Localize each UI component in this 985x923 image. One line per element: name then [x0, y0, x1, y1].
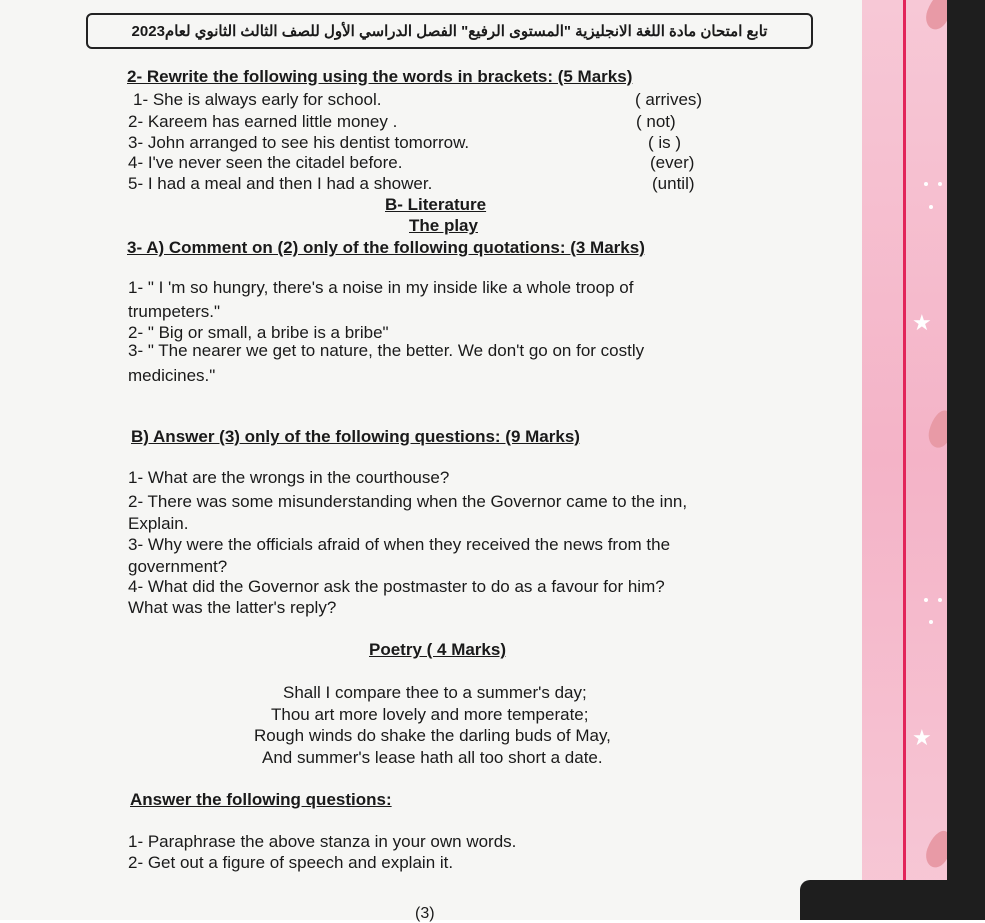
star-icon: ★	[912, 310, 932, 335]
poetry-question: 1- Paraphrase the above stanza in your own words.	[128, 832, 517, 851]
question-line: 1- What are the wrongs in the courthouse?	[128, 468, 450, 487]
rewrite-word-5: (until)	[652, 174, 695, 193]
section3b-title: B) Answer (3) only of the following questions: (9 Marks)	[131, 427, 580, 446]
rewrite-word-3: ( is )	[648, 133, 682, 152]
rewrite-sentence-3: 3- John arranged to see his dentist tomorrow.	[128, 133, 470, 152]
question-line: government?	[128, 557, 228, 576]
rewrite-word-2: ( not)	[636, 112, 676, 131]
red-border-line	[903, 0, 906, 920]
question-line: Explain.	[128, 514, 189, 533]
rewrite-word-1: ( arrives)	[635, 90, 703, 109]
rewrite-sentence-2: 2- Kareem has earned little money .	[128, 112, 398, 131]
quotation-line: 2- " Big or small, a bribe is a bribe"	[128, 323, 389, 342]
question-line: 3- Why were the officials afraid of when they received the news from the	[128, 535, 671, 554]
poetry-question: 2- Get out a figure of speech and explain it.	[128, 853, 454, 872]
play-title: The play	[409, 216, 478, 235]
rewrite-word-4: (ever)	[650, 153, 695, 172]
rewrite-sentence-4: 4- I've never seen the citadel before.	[128, 153, 403, 172]
rewrite-sentence-5: 5- I had a meal and then I had a shower.	[128, 174, 433, 193]
question-line: 4- What did the Governor ask the postmaster to do as a favour for him?	[128, 577, 665, 596]
literature-title: B- Literature	[385, 195, 487, 214]
rewrite-sentence-1: 1- She is always early for school.	[133, 90, 382, 109]
quotation-line: medicines."	[128, 366, 216, 385]
poetry-title: Poetry ( 4 Marks)	[369, 640, 506, 659]
exam-header	[86, 13, 813, 49]
exam-header-text: تابع امتحان مادة اللغة الانجليزية "المستوى الرفيع" الفصل الدراسي الأول للصف الثالث الثانوي لعام2023	[131, 23, 768, 40]
quotation-line: 1- " I 'm so hungry, there's a noise in my inside like a whole troop of	[128, 278, 634, 297]
quotation-line: 3- " The nearer we get to nature, the better. We don't go on for costly	[128, 341, 645, 360]
poetry-questions-title: Answer the following questions:	[130, 790, 392, 809]
star-icon: ★	[912, 725, 932, 750]
stanza-line: And summer's lease hath all too short a date.	[262, 748, 603, 767]
dark-overlay-corner	[800, 880, 985, 920]
page-number: (3)	[415, 905, 435, 922]
question-line: 2- There was some misunderstanding when the Governor came to the inn,	[128, 492, 688, 511]
stanza-line: Rough winds do shake the darling buds of May,	[254, 726, 611, 745]
stanza-line: Thou art more lovely and more temperate;	[271, 705, 589, 724]
stanza-line: Shall I compare thee to a summer's day;	[283, 683, 587, 702]
section2-title: 2- Rewrite the following using the words in brackets: (5 Marks)	[127, 67, 633, 86]
question-line: What was the latter's reply?	[128, 598, 337, 617]
scrollbar-track[interactable]	[947, 0, 985, 920]
section3a-title: 3- A) Comment on (2) only of the following quotations: (3 Marks)	[127, 238, 645, 257]
quotation-line: trumpeters."	[128, 302, 221, 321]
